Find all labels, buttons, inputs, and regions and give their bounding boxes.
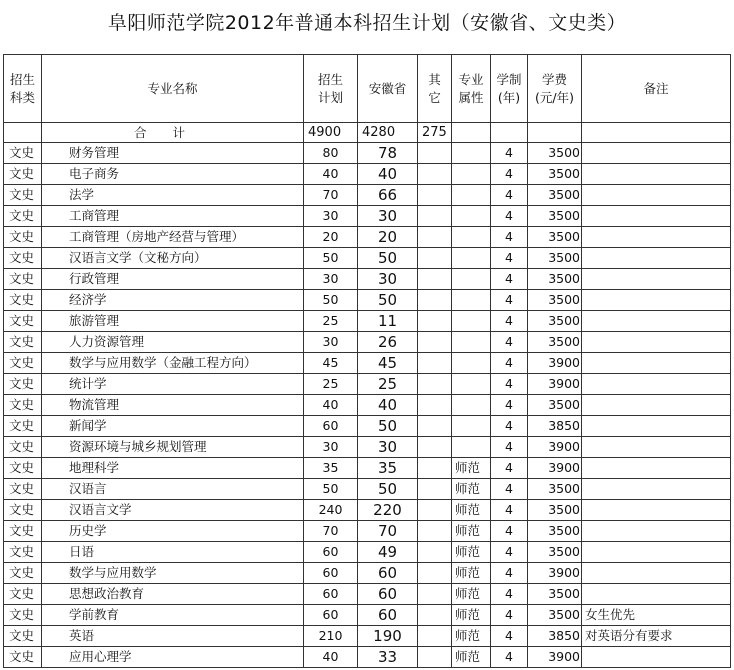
cell-major-name: 统计学 <box>42 374 304 395</box>
cell-fee: 3500 <box>528 311 582 332</box>
header-plan: 招生 计划 <box>304 55 358 123</box>
cell-fee: 3500 <box>528 521 582 542</box>
cell-note <box>582 206 731 227</box>
cell-years: 4 <box>491 416 528 437</box>
cell-plan: 35 <box>304 458 358 479</box>
cell-type: 文史 <box>4 584 42 605</box>
cell-plan: 25 <box>304 374 358 395</box>
cell-major-name: 地理科学 <box>42 458 304 479</box>
table-row <box>4 626 731 647</box>
cell-attribute <box>452 437 491 458</box>
cell-note <box>582 647 731 668</box>
cell-anhui: 60 <box>358 584 418 605</box>
cell-plan: 70 <box>304 521 358 542</box>
cell-note <box>582 332 731 353</box>
table-row <box>4 227 731 248</box>
cell-anhui: 40 <box>358 395 418 416</box>
cell-other <box>418 143 452 164</box>
cell-major-name: 电子商务 <box>42 164 304 185</box>
table-row <box>4 248 731 269</box>
cell-note <box>582 395 731 416</box>
cell-anhui: 30 <box>358 206 418 227</box>
table-row <box>4 206 731 227</box>
cell-attribute <box>452 395 491 416</box>
cell-plan: 60 <box>304 563 358 584</box>
cell-other <box>418 647 452 668</box>
cell-fee: 3500 <box>528 500 582 521</box>
cell-note <box>582 521 731 542</box>
cell-years: 4 <box>491 353 528 374</box>
cell-major-name: 数学与应用数学（金融工程方向） <box>42 353 304 374</box>
cell-fee: 3900 <box>528 437 582 458</box>
cell-anhui: 26 <box>358 332 418 353</box>
header-fee: 学费 (元/年) <box>528 55 582 123</box>
cell-fee: 3500 <box>528 185 582 206</box>
cell-type: 文史 <box>4 248 42 269</box>
cell-years: 4 <box>491 563 528 584</box>
cell-type: 文史 <box>4 563 42 584</box>
cell-years: 4 <box>491 626 528 647</box>
table-row <box>4 563 731 584</box>
header-type: 招生 科类 <box>4 55 42 123</box>
cell-type: 文史 <box>4 647 42 668</box>
cell-major-name: 工商管理 <box>42 206 304 227</box>
cell-plan: 70 <box>304 185 358 206</box>
cell-major-name: 人力资源管理 <box>42 332 304 353</box>
cell-plan: 45 <box>304 353 358 374</box>
cell-fee: 3500 <box>528 206 582 227</box>
cell-major-name: 行政管理 <box>42 269 304 290</box>
cell-fee: 3500 <box>528 269 582 290</box>
cell-major-name: 经济学 <box>42 290 304 311</box>
cell-other <box>418 290 452 311</box>
cell-type: 文史 <box>4 521 42 542</box>
cell-type: 文史 <box>4 164 42 185</box>
table-row <box>4 500 731 521</box>
cell-plan: 60 <box>304 416 358 437</box>
total-fee-cell <box>528 123 582 143</box>
cell-years: 4 <box>491 248 528 269</box>
cell-anhui: 70 <box>358 521 418 542</box>
cell-years: 4 <box>491 647 528 668</box>
cell-plan: 30 <box>304 206 358 227</box>
cell-attribute <box>452 416 491 437</box>
cell-attribute <box>452 311 491 332</box>
cell-attribute: 师范 <box>452 479 491 500</box>
cell-fee: 3900 <box>528 458 582 479</box>
table-row <box>4 269 731 290</box>
cell-years: 4 <box>491 185 528 206</box>
cell-major-name: 法学 <box>42 185 304 206</box>
cell-other <box>418 206 452 227</box>
cell-fee: 3500 <box>528 584 582 605</box>
cell-type: 文史 <box>4 479 42 500</box>
cell-fee: 3500 <box>528 143 582 164</box>
cell-attribute: 师范 <box>452 542 491 563</box>
cell-years: 4 <box>491 395 528 416</box>
cell-major-name: 历史学 <box>42 521 304 542</box>
cell-other <box>418 626 452 647</box>
cell-years: 4 <box>491 311 528 332</box>
cell-attribute <box>452 269 491 290</box>
cell-major-name: 英语 <box>42 626 304 647</box>
cell-type: 文史 <box>4 227 42 248</box>
cell-major-name: 数学与应用数学 <box>42 563 304 584</box>
total-label: 合计 <box>42 123 304 143</box>
cell-fee: 3500 <box>528 164 582 185</box>
cell-anhui: 11 <box>358 311 418 332</box>
cell-note: 女生优先 <box>582 605 731 626</box>
cell-attribute: 师范 <box>452 563 491 584</box>
cell-type: 文史 <box>4 143 42 164</box>
cell-plan: 60 <box>304 605 358 626</box>
table-row <box>4 311 731 332</box>
cell-years: 4 <box>491 500 528 521</box>
header-other: 其 它 <box>418 55 452 123</box>
cell-fee: 3850 <box>528 626 582 647</box>
cell-other <box>418 353 452 374</box>
cell-plan: 40 <box>304 647 358 668</box>
cell-fee: 3900 <box>528 647 582 668</box>
cell-type: 文史 <box>4 374 42 395</box>
cell-type: 文史 <box>4 542 42 563</box>
cell-fee: 3500 <box>528 605 582 626</box>
enrollment-plan-table <box>3 54 731 668</box>
table-row <box>4 416 731 437</box>
cell-major-name: 财务管理 <box>42 143 304 164</box>
cell-anhui: 49 <box>358 542 418 563</box>
cell-type: 文史 <box>4 416 42 437</box>
cell-other <box>418 227 452 248</box>
cell-fee: 3500 <box>528 248 582 269</box>
total-note-cell <box>582 123 731 143</box>
cell-type: 文史 <box>4 185 42 206</box>
cell-anhui: 66 <box>358 185 418 206</box>
table-row <box>4 353 731 374</box>
cell-plan: 240 <box>304 500 358 521</box>
cell-other <box>418 542 452 563</box>
cell-other <box>418 437 452 458</box>
cell-attribute <box>452 164 491 185</box>
cell-other <box>418 269 452 290</box>
header-name: 专业名称 <box>42 55 304 123</box>
cell-plan: 30 <box>304 332 358 353</box>
cell-type: 文史 <box>4 332 42 353</box>
header-row <box>4 55 731 123</box>
total-other: 275 <box>418 123 452 143</box>
cell-type: 文史 <box>4 626 42 647</box>
cell-years: 4 <box>491 458 528 479</box>
cell-other <box>418 521 452 542</box>
table-row <box>4 542 731 563</box>
cell-major-name: 新闻学 <box>42 416 304 437</box>
header-attr: 专业 属性 <box>452 55 491 123</box>
cell-fee: 3850 <box>528 416 582 437</box>
cell-years: 4 <box>491 269 528 290</box>
cell-type: 文史 <box>4 311 42 332</box>
cell-anhui: 50 <box>358 479 418 500</box>
cell-attribute <box>452 143 491 164</box>
cell-anhui: 40 <box>358 164 418 185</box>
cell-anhui: 20 <box>358 227 418 248</box>
cell-type: 文史 <box>4 269 42 290</box>
cell-anhui: 25 <box>358 374 418 395</box>
cell-plan: 50 <box>304 479 358 500</box>
cell-type: 文史 <box>4 500 42 521</box>
cell-anhui: 30 <box>358 269 418 290</box>
cell-anhui: 50 <box>358 416 418 437</box>
cell-note <box>582 374 731 395</box>
cell-attribute <box>452 227 491 248</box>
cell-note <box>582 143 731 164</box>
table-row <box>4 584 731 605</box>
cell-note: 对英语分有要求 <box>582 626 731 647</box>
cell-fee: 3500 <box>528 290 582 311</box>
cell-other <box>418 458 452 479</box>
cell-fee: 3500 <box>528 332 582 353</box>
cell-other <box>418 248 452 269</box>
cell-attribute: 师范 <box>452 584 491 605</box>
cell-fee: 3500 <box>528 395 582 416</box>
table-row <box>4 164 731 185</box>
total-row <box>4 123 731 143</box>
cell-years: 4 <box>491 290 528 311</box>
cell-attribute: 师范 <box>452 647 491 668</box>
table-row <box>4 374 731 395</box>
cell-years: 4 <box>491 584 528 605</box>
page-title: 阜阳师范学院2012年普通本科招生计划（安徽省、文史类） <box>107 12 627 34</box>
cell-attribute <box>452 248 491 269</box>
cell-anhui: 45 <box>358 353 418 374</box>
cell-plan: 50 <box>304 248 358 269</box>
total-attr-cell <box>452 123 491 143</box>
cell-note <box>582 227 731 248</box>
cell-note <box>582 353 731 374</box>
cell-fee: 3500 <box>528 227 582 248</box>
cell-anhui: 78 <box>358 143 418 164</box>
cell-plan: 60 <box>304 584 358 605</box>
cell-plan: 30 <box>304 437 358 458</box>
cell-major-name: 汉语言 <box>42 479 304 500</box>
cell-years: 4 <box>491 206 528 227</box>
cell-anhui: 33 <box>358 647 418 668</box>
cell-note <box>582 500 731 521</box>
cell-note <box>582 542 731 563</box>
cell-major-name: 应用心理学 <box>42 647 304 668</box>
total-anhui: 4280 <box>358 123 418 143</box>
cell-years: 4 <box>491 332 528 353</box>
cell-plan: 210 <box>304 626 358 647</box>
cell-type: 文史 <box>4 290 42 311</box>
cell-major-name: 汉语言文学 <box>42 500 304 521</box>
table-row <box>4 290 731 311</box>
cell-major-name: 汉语言文学（文秘方向） <box>42 248 304 269</box>
cell-type: 文史 <box>4 437 42 458</box>
cell-type: 文史 <box>4 395 42 416</box>
cell-plan: 30 <box>304 269 358 290</box>
cell-note <box>582 311 731 332</box>
total-years-cell <box>491 123 528 143</box>
cell-years: 4 <box>491 143 528 164</box>
cell-attribute <box>452 353 491 374</box>
cell-plan: 40 <box>304 164 358 185</box>
header-years: 学制 (年) <box>491 55 528 123</box>
cell-note <box>582 269 731 290</box>
cell-major-name: 工商管理（房地产经营与管理） <box>42 227 304 248</box>
cell-other <box>418 584 452 605</box>
cell-other <box>418 479 452 500</box>
cell-type: 文史 <box>4 605 42 626</box>
cell-attribute <box>452 290 491 311</box>
cell-other <box>418 332 452 353</box>
total-plan: 4900 <box>304 123 358 143</box>
cell-attribute: 师范 <box>452 605 491 626</box>
cell-plan: 25 <box>304 311 358 332</box>
cell-note <box>582 437 731 458</box>
table-row <box>4 143 731 164</box>
cell-major-name: 资源环境与城乡规划管理 <box>42 437 304 458</box>
table-row <box>4 395 731 416</box>
cell-type: 文史 <box>4 206 42 227</box>
cell-plan: 20 <box>304 227 358 248</box>
cell-type: 文史 <box>4 458 42 479</box>
cell-other <box>418 563 452 584</box>
cell-note <box>582 479 731 500</box>
table-row <box>4 479 731 500</box>
table-row <box>4 458 731 479</box>
cell-years: 4 <box>491 521 528 542</box>
table-row <box>4 437 731 458</box>
cell-anhui: 50 <box>358 290 418 311</box>
cell-fee: 3500 <box>528 542 582 563</box>
cell-attribute <box>452 206 491 227</box>
cell-other <box>418 395 452 416</box>
cell-other <box>418 311 452 332</box>
cell-anhui: 60 <box>358 605 418 626</box>
table-row <box>4 332 731 353</box>
table-row <box>4 605 731 626</box>
cell-note <box>582 416 731 437</box>
cell-years: 4 <box>491 374 528 395</box>
table-row <box>4 647 731 668</box>
cell-anhui: 50 <box>358 248 418 269</box>
cell-major-name: 学前教育 <box>42 605 304 626</box>
cell-type: 文史 <box>4 353 42 374</box>
cell-other <box>418 605 452 626</box>
cell-attribute <box>452 185 491 206</box>
cell-years: 4 <box>491 227 528 248</box>
cell-major-name: 思想政治教育 <box>42 584 304 605</box>
cell-plan: 40 <box>304 395 358 416</box>
cell-note <box>582 458 731 479</box>
cell-fee: 3900 <box>528 563 582 584</box>
cell-anhui: 30 <box>358 437 418 458</box>
cell-note <box>582 563 731 584</box>
cell-plan: 80 <box>304 143 358 164</box>
cell-plan: 60 <box>304 542 358 563</box>
cell-years: 4 <box>491 542 528 563</box>
cell-anhui: 190 <box>358 626 418 647</box>
cell-note <box>582 248 731 269</box>
table-row <box>4 185 731 206</box>
cell-years: 4 <box>491 164 528 185</box>
cell-major-name: 日语 <box>42 542 304 563</box>
cell-anhui: 60 <box>358 563 418 584</box>
cell-other <box>418 185 452 206</box>
cell-fee: 3900 <box>528 353 582 374</box>
cell-years: 4 <box>491 605 528 626</box>
total-type-cell <box>4 123 42 143</box>
cell-attribute <box>452 374 491 395</box>
cell-other <box>418 500 452 521</box>
cell-note <box>582 164 731 185</box>
cell-anhui: 35 <box>358 458 418 479</box>
cell-note <box>582 185 731 206</box>
cell-other <box>418 374 452 395</box>
cell-plan: 50 <box>304 290 358 311</box>
cell-anhui: 220 <box>358 500 418 521</box>
cell-other <box>418 416 452 437</box>
cell-major-name: 物流管理 <box>42 395 304 416</box>
cell-note <box>582 584 731 605</box>
cell-attribute: 师范 <box>452 458 491 479</box>
table-row <box>4 521 731 542</box>
cell-years: 4 <box>491 479 528 500</box>
cell-attribute: 师范 <box>452 521 491 542</box>
cell-attribute: 师范 <box>452 626 491 647</box>
cell-other <box>418 164 452 185</box>
cell-note <box>582 290 731 311</box>
cell-attribute <box>452 332 491 353</box>
header-anhui: 安徽省 <box>358 55 418 123</box>
cell-fee: 3900 <box>528 374 582 395</box>
header-note: 备注 <box>582 55 731 123</box>
cell-fee: 3500 <box>528 479 582 500</box>
cell-attribute: 师范 <box>452 500 491 521</box>
cell-major-name: 旅游管理 <box>42 311 304 332</box>
cell-years: 4 <box>491 437 528 458</box>
